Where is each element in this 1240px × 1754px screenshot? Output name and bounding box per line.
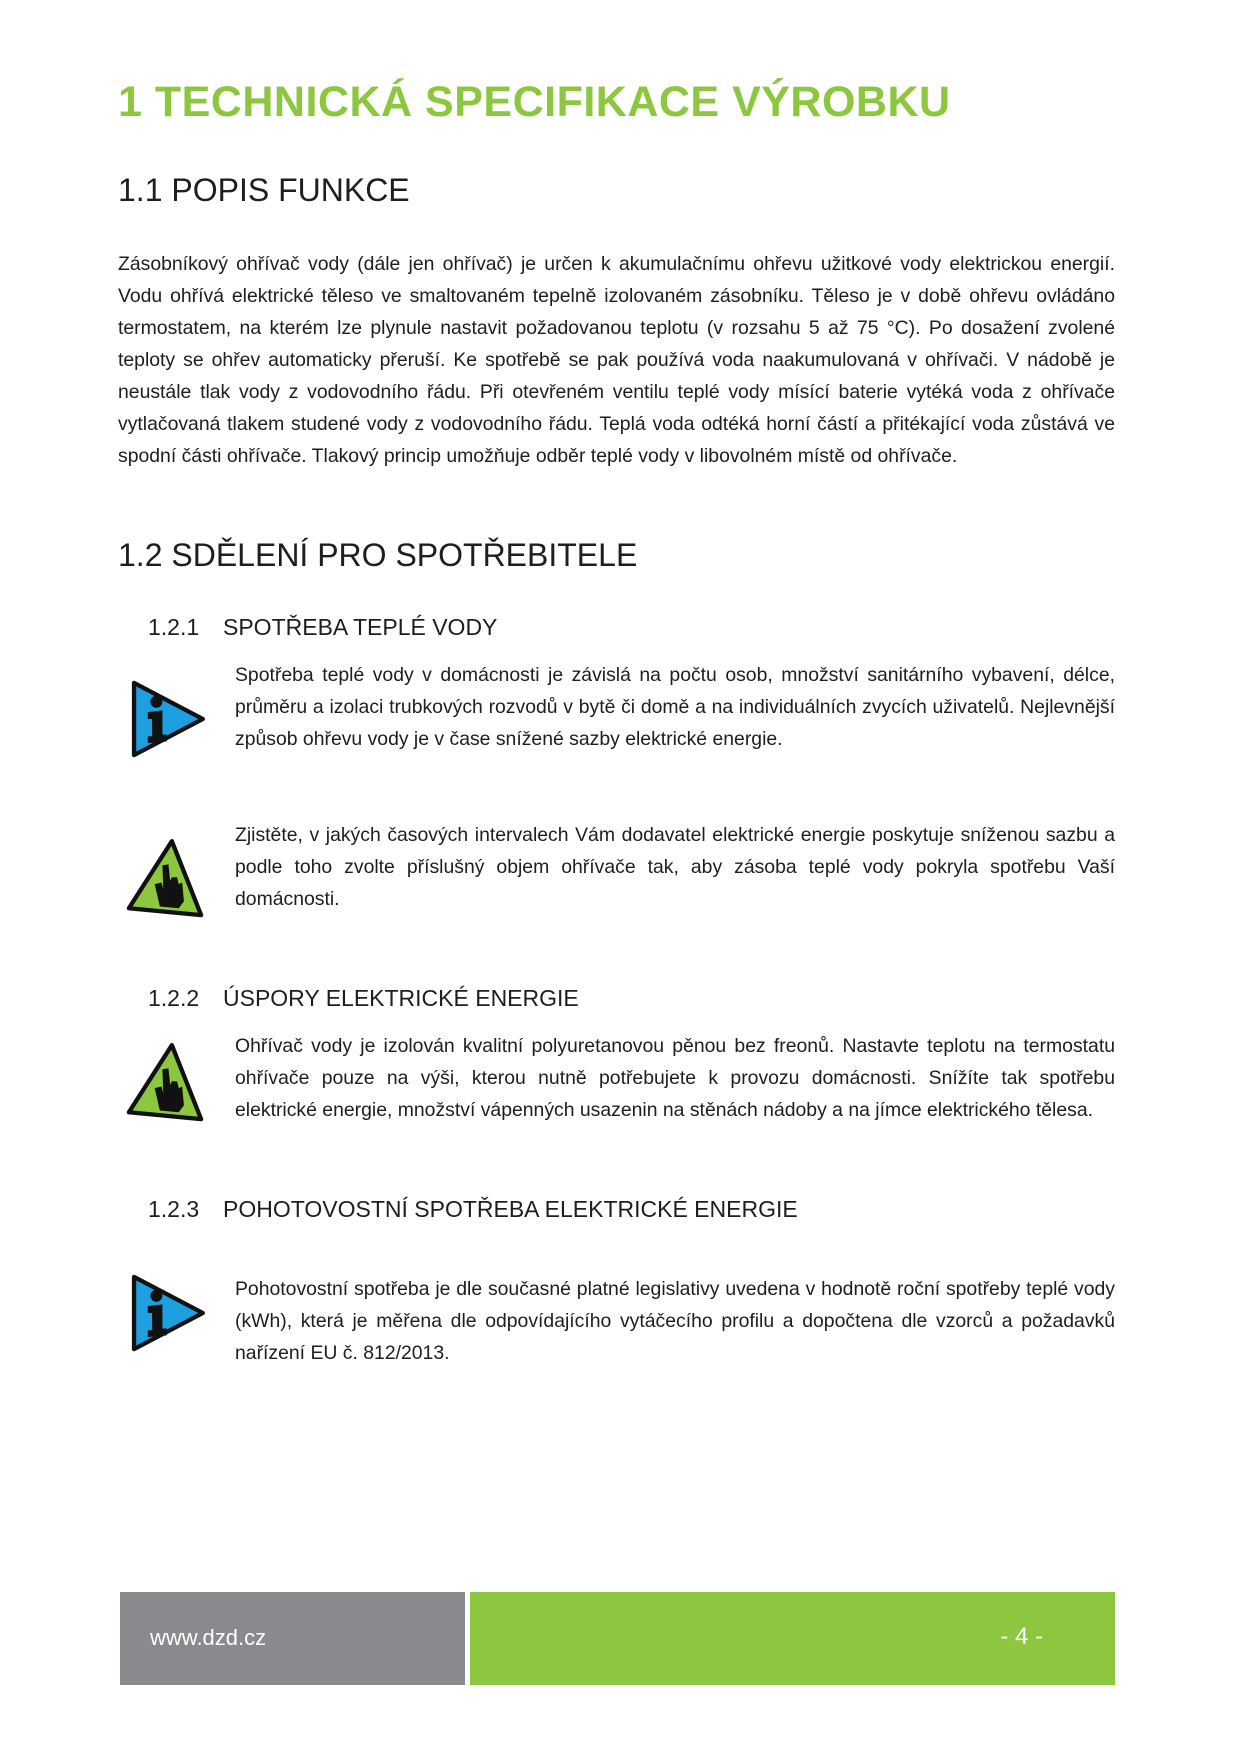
page-number: - 4 - — [1000, 1623, 1043, 1650]
footer-url[interactable]: www.dzd.cz — [150, 1625, 267, 1650]
footer-left-band — [120, 1592, 465, 1685]
subsection-number: 1.2.2 — [148, 985, 200, 1011]
subsection-label: ÚSPORY ELEKTRICKÉ ENERGIE — [223, 985, 579, 1011]
info-text-1-2-3: Pohotovostní spotřeba je dle současné platné legislativy uvedena v hodnotě roční spotřeby teplé vody (kWh), která je měřena dle odpovídajícího vytáčecího profilu a dopočtena dle vzorců a požadavků nařízení EU č. 812/2013. — [235, 1278, 1115, 1364]
info-icon — [122, 676, 208, 762]
section-1-1-text: Zásobníkový ohřívač vody (dále jen ohřívač) je určen k akumulačnímu ohřevu užitkové vody elektrickou energií. Vodu ohřívá elektrické těleso ve smaltovaném tepelně izolovaném zásobníku. Těleso je v době ohřevu ovládáno termostatem, na kterém lze plynule nastavit požadovanou teplotu (v rozsahu 5 až 75 °C). Po dosažení zvolené teploty se ohřev automaticky přeruší. Ke spotřebě se pak používá voda naakumulovaná v ohřívači. V nádobě je neustále tlak vody z vodovodního řádu. Při otevřeném ventilu teplé vody mísící baterie vytéká voda z ohřívače vytlačovaná tlakem studené vody z vodovodního řádu. Teplá voda odtéká horní částí a přitékající voda zůstává ve spodní části ohřívače. Tlakový princip umožňuje odběr teplé vody v libovolném místě od ohřívače. — [118, 253, 1115, 467]
subsection-title-1-2-2 — [148, 985, 579, 1012]
subsection-title-1-2-1 — [148, 614, 497, 641]
footer-right-band — [470, 1592, 1115, 1685]
info-text-1-2-1: Spotřeba teplé vody v domácnosti je závislá na počtu osob, množství sanitárního vybavení, délce, průměru a izolaci trubkových rozvodů v bytě či domě a na individuálních zvycích uživatelů. Nejlevnější způsob ohřevu vody je v čase snížené sazby elektrické energie. — [235, 664, 1115, 750]
subsection-label: POHOTOVOSTNÍ SPOTŘEBA ELEKTRICKÉ ENERGIE — [223, 1196, 798, 1222]
section-title-1-1: 1.1 POPIS FUNKCE — [118, 172, 410, 208]
subsection-label: SPOTŘEBA TEPLÉ VODY — [223, 614, 498, 640]
chapter-title: 1 TECHNICKÁ SPECIFIKACE VÝROBKU — [118, 78, 951, 126]
subsection-number: 1.2.3 — [148, 1196, 200, 1222]
section-title-1-2: 1.2 SDĚLENÍ PRO SPOTŘEBITELE — [118, 537, 638, 573]
hand-tip-icon — [122, 836, 208, 922]
info-icon — [122, 1270, 208, 1356]
tip-text-1-2-2: Ohřívač vody je izolován kvalitní polyuretanovou pěnou bez freonů. Nastavte teplotu na termostatu ohřívače pouze na výši, kterou nutně potřebujete k provozu domácnosti. Snížíte tak spotřebu elektrické energie, množství vápenných usazenin na stěnách nádoby a na jímce elektrického tělesa. — [235, 1035, 1115, 1121]
subsection-number: 1.2.1 — [148, 614, 200, 640]
tip-text-1-2-1: Zjistěte, v jakých časových intervalech Vám dodavatel elektrické energie poskytuje sníženou sazbu a podle toho zvolte příslušný objem ohřívače tak, aby zásoba teplé vody pokryla spotřebu Vaší domácnosti. — [235, 824, 1115, 910]
subsection-title-1-2-3 — [148, 1196, 798, 1223]
hand-tip-icon — [122, 1040, 208, 1126]
